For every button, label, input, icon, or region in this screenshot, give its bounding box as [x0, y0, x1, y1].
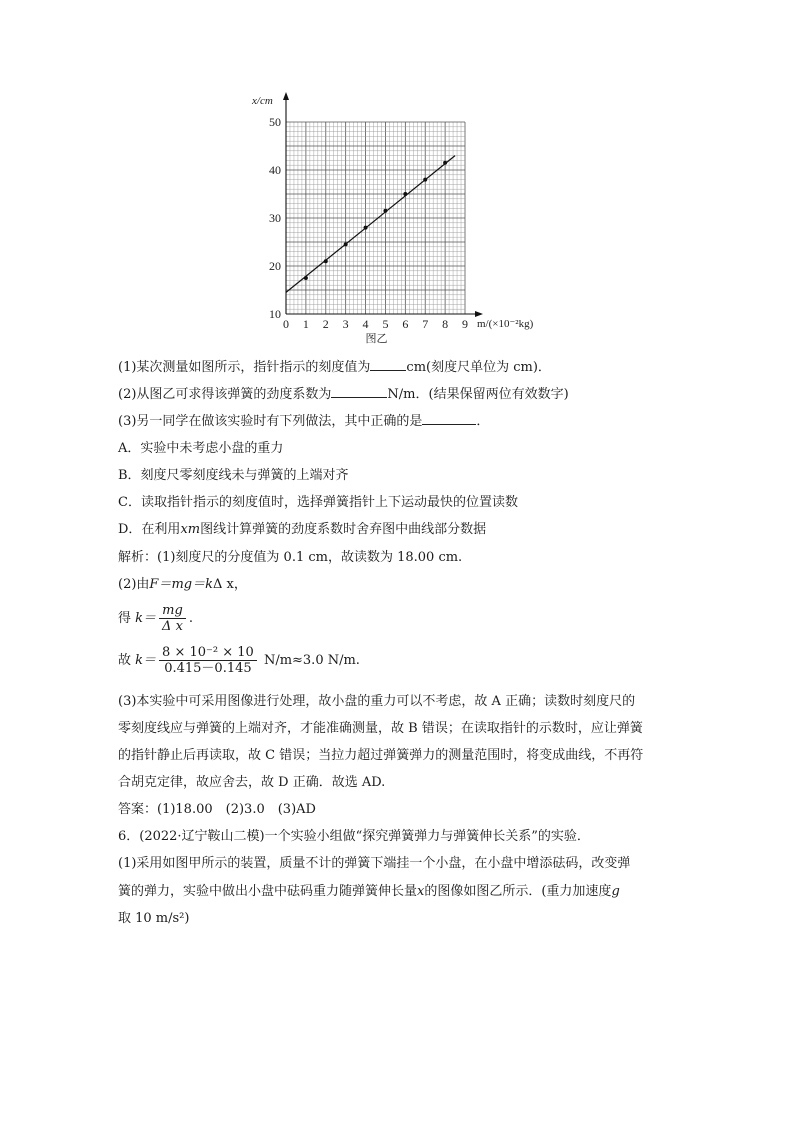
option-a: A．实验中未考虑小盘的重力 — [118, 441, 284, 456]
question-2: (2)从图乙可求得该弹簧的劲度系数为 N/m．(结果保留两位有效数字) — [118, 387, 569, 402]
option-b: B．刻度尺零刻度线未与弹簧的上端对齐 — [118, 468, 349, 483]
solution-1: 解析：(1)刻度尺的分度值为 0.1 cm，故读数为 18.00 cm. — [118, 550, 463, 565]
data-point — [403, 192, 407, 196]
option-c: C．读取指针指示的刻度值时，选择弹簧指针上下运动最快的位置读数 — [118, 495, 518, 510]
fraction-value: $\frac{\text{8 × 10⁻² × 10}}{0.415-0.145}$ — [159, 645, 257, 676]
problem-6-part-2: 簧的弹力，实验中做出小盘中砝码重力随弹簧伸长量x的图像如图乙所示．(重力加速度g — [118, 884, 620, 899]
data-point — [304, 276, 308, 280]
option-d: D．在利用xm图线计算弹簧的劲度系数时舍弃图中曲线部分数据 — [118, 522, 487, 537]
x-tick-label: 6 — [402, 317, 409, 331]
fit-line — [286, 156, 455, 293]
x-tick-label: 0 — [283, 317, 289, 331]
solution-8: 合胡克定律，故应舍去，故 D 正确．故选 AD. — [118, 775, 386, 790]
x-tick-label: 8 — [442, 317, 449, 331]
data-point — [344, 242, 348, 246]
x-tick-label: 3 — [342, 317, 349, 331]
x-tick-label: 9 — [462, 317, 468, 331]
solution-6: 零刻度线应与弹簧的上端对齐，才能准确测量，故 B 错误；在读取指针的示数时，应让弹簧 — [118, 721, 643, 736]
problem-6-title: 6．(2022·辽宁鞍山二模)一个实验小组做“探究弹簧弹力与弹簧伸长关系”的实验． — [118, 829, 590, 844]
data-point — [423, 178, 427, 182]
data-point — [364, 226, 368, 230]
solution-7: 的指针静止后再读取，故 C 错误；当拉力超过弹簧弹力的测量范围时，将变成曲线，不再符 — [118, 748, 644, 763]
y-tick-label: 10 — [269, 307, 281, 321]
problem-6-part-3: 取 10 m/s²) — [118, 911, 190, 926]
x-axis-label: m/(×10⁻²kg) — [477, 318, 534, 330]
data-point — [324, 259, 328, 263]
y-tick-label: 40 — [269, 163, 281, 177]
x-tick-label: 1 — [302, 317, 309, 331]
answer-line: 答案：(1)18.00 (2)3.0 (3)AD — [118, 802, 316, 817]
y-axis-arrow — [283, 92, 289, 100]
answer-blank-3[interactable] — [422, 412, 476, 425]
spring-graph — [240, 88, 560, 350]
y-tick-label: 20 — [269, 259, 281, 273]
y-tick-label: 50 — [269, 115, 281, 129]
x-tick-label: 5 — [382, 317, 389, 331]
question-3: (3)另一同学在做该实验时有下列做法，其中正确的是 ． — [118, 414, 490, 429]
y-tick-label: 30 — [269, 211, 281, 225]
solution-5: (3)本实验中可采用图像进行处理，故小盘的重力可以不考虑，故 A 正确；读数时刻度尺的 — [118, 694, 636, 709]
fraction-k: $\frac{mg}{\text{Δ x}}$ — [159, 603, 186, 634]
solution-4: 故 k＝ $\frac{\text{8 × 10⁻² × 10}}{0.415-0.145}$ N/m≈3.0 N/m. — [118, 645, 360, 676]
question-1: (1)某次测量如图所示，指针指示的刻度值为 cm(刻度尺单位为 cm)． — [118, 360, 551, 375]
graph-grid — [286, 122, 465, 314]
data-point — [383, 209, 387, 213]
problem-6-part-1: (1)采用如图甲所示的装置，质量不计的弹簧下端挂一个小盘，在小盘中增添砝码，改变弹 — [118, 856, 631, 871]
answer-blank-1[interactable] — [370, 358, 406, 371]
x-tick-label: 4 — [362, 317, 369, 331]
x-tick-label: 2 — [322, 317, 329, 331]
x-axis-arrow — [475, 311, 483, 317]
figure-caption: 图乙 — [365, 333, 388, 345]
answer-blank-2[interactable] — [331, 385, 387, 398]
solution-2: (2)由F＝mg＝kΔ x， — [118, 577, 247, 592]
y-axis-label: x/cm — [252, 95, 273, 107]
solution-3: 得 k＝ $\frac{mg}{\text{Δ x}}$ . — [118, 603, 194, 634]
x-tick-label: 7 — [422, 317, 429, 331]
data-point — [443, 161, 447, 165]
